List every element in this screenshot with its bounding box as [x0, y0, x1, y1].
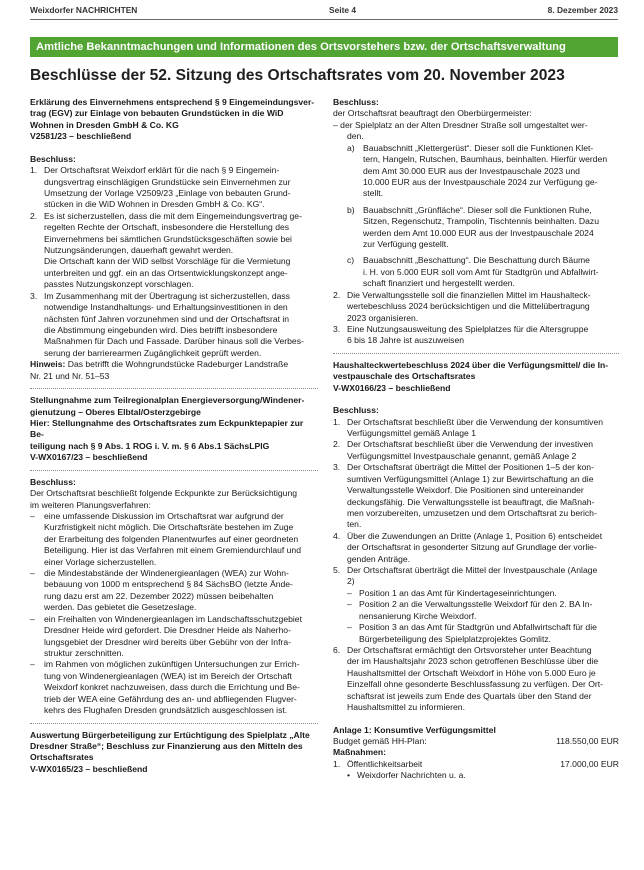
divider [30, 723, 318, 724]
item-number: 4. [333, 530, 341, 541]
item-line: Nutzungsänderungen, dauerhaft gewahrt werden. [44, 245, 234, 256]
item-line: Im Zusammenhang mit der Übertragung ist sicherzustellen, dass [44, 290, 290, 301]
resolution-title-line: Erklärung des Einvernehmens entsprechend § 9 Eingemeindungsver- [30, 97, 315, 107]
sub-item [333, 255, 619, 289]
item-line: tung von Windenergieanlagen (WEA) ist im Bereich der Ortschaft [44, 670, 292, 681]
resolution-title-line: vestpauschale des Ortschaftsrates [333, 371, 476, 382]
beschluss-label: Beschluss: [333, 97, 379, 107]
item-line: stücken in die WiD Wohnen in Dresden GmbH & Co. KG“. [44, 199, 265, 210]
list-item [30, 614, 318, 660]
item-line: Bürgerbeteiligung des Spielplatzprojektes Gomlitz. [359, 633, 552, 644]
item-line: dungsvertrag einschlägigen Grundstücke sein Einvernehmen zur [44, 176, 291, 187]
list-item [30, 568, 318, 614]
item-line: ein Freihalten von Windenergieanlagen im Landschaftsschutzgebiet [44, 613, 302, 624]
resolution-haushalt [333, 360, 619, 714]
item-dash: – [347, 622, 352, 633]
resolution-ref: V-WX0165/23 – beschließend [30, 763, 148, 774]
resolution-title-line: Wohnen in Dresden GmbH & Co. KG [30, 119, 179, 130]
resolution-ref: V-WX0167/23 – beschließend [30, 452, 148, 463]
item-line: Position 2 an die Verwaltungsstelle Weixdorf für den 2. BA In- [359, 599, 593, 610]
sub-item [333, 205, 619, 251]
beschluss-label: Beschluss: [30, 153, 76, 164]
beschluss-label: Beschluss: [333, 405, 379, 416]
divider [333, 353, 619, 354]
sub-letter: b) [347, 204, 355, 215]
item-line: Der Ortschaftsrat Weixdorf erklärt für die nach § 9 Eingemein- [44, 165, 280, 176]
measure-label-wrap [333, 759, 560, 770]
item-number: 2. [30, 210, 38, 221]
item-number: 3. [333, 324, 341, 335]
item-line: Umsetzung der Vorlage V2509/23 „Einlage von bebauten Grund- [44, 187, 291, 198]
item-line: die Mindestabstände der Windenergieanlagen (WEA) zur Wohn- [44, 568, 289, 579]
item-line: i. H. von 5.000 EUR soll vom Amt für Stadtgrün und Abfallwirt- [363, 266, 599, 277]
bullet-icon: • [347, 770, 351, 781]
item-line: unterbreiten und ggf. ein an das Ortsentwicklungskonzept ange- [44, 267, 288, 278]
list-item [333, 290, 619, 324]
item-number: 3. [333, 462, 341, 473]
item-line: 2) [347, 576, 355, 587]
item-line: ten. [347, 519, 362, 530]
item-line: nächsten fünf Jahren vorzunehmen sind und der Ortschaftsrat in [44, 313, 290, 324]
resolution-title-line: trag (EGV) zur Einlage von bebauten Grundstücken in die WiD [30, 108, 284, 119]
item-line: struktur zerschnitten. [44, 647, 124, 658]
item-line: zur Verfügung gestellt. [363, 239, 449, 250]
item-line: Über die Zuwendungen an Dritte (Anlage 1, Position 6) entscheidet [347, 530, 603, 541]
position-item [333, 622, 619, 645]
item-dash: – [30, 613, 35, 624]
page-title: Beschlüsse der 52. Sitzung des Ortschaftsrates vom 20. November 2023 [30, 67, 565, 84]
list-item [30, 211, 318, 291]
item-number: 6. [333, 644, 341, 655]
item-line: wertebeschluss 2024 berücksichtigen und die Mittelübertragung [347, 301, 590, 312]
page-number: Seite 4 [329, 4, 357, 15]
list-item [333, 462, 619, 531]
bullet-text: Weixdorfer Nachrichten u. a. [357, 770, 466, 781]
intro-line: den. [347, 131, 364, 142]
item-line: rung dazu erst am 22. Dezember 2022) müssen beibehalten [44, 590, 274, 601]
budget-value: 118.550,00 EUR [556, 735, 619, 746]
measure-bullet [333, 770, 619, 781]
item-number: 5. [333, 565, 341, 576]
divider [30, 470, 318, 471]
measure-value: 17.000,00 EUR [560, 758, 619, 769]
resolution-title-line: teiligung nach § 9 Abs. 1 ROG i. V. m. § 6 Abs.1 SächsLPlG [30, 440, 270, 451]
item-line: notwendige Instandhaltungs- und Erhaltungsinvestitionen in den [44, 302, 288, 313]
intro-line: im weiteren Planungsverfahren: [30, 499, 151, 510]
resolution-title-line: Dresdner Straße“; Beschluss zur Finanzierung aus den Mitteln des [30, 740, 303, 751]
issue-date: 8. Dezember 2023 [547, 4, 618, 15]
beschluss-label: Beschluss: [30, 476, 76, 487]
item-line: men vorzubereiten, umzusetzen und dem Ortschaftsrat zu berich- [347, 507, 597, 518]
item-line: lungsgebiet der Dresdner wird bereits über Gebühr von der Infra- [44, 636, 291, 647]
item-line: Die Verwaltungsstelle soll die finanziellen Mittel im Haushalteck- [347, 289, 591, 300]
item-line: dem Amt 30.000 EUR aus der Investpauschale 2023 und [363, 165, 580, 176]
budget-label: Budget gemäß HH-Plan: [333, 735, 427, 746]
resolution-title-line: Stellungnahme zum Teilregionalplan Energieversorgung/Windener- [30, 395, 305, 406]
item-line: schaft finanziert und hergestellt werden. [363, 278, 515, 289]
publication-name: Weixdorfer NACHRICHTEN [30, 4, 138, 15]
measure-number: 1. [333, 758, 341, 769]
anlage-title: Anlage 1: Konsumtive Verfügungsmittel [333, 724, 496, 735]
item-line: passtes Nutzungskonzept vorschlagen. [44, 279, 194, 290]
measure-label: Öffentlichkeitsarbeit [347, 758, 423, 769]
list-item [333, 645, 619, 714]
item-line: einer Vorlage sicherzustellen. [44, 556, 157, 567]
item-line: Einzelfall ohne gesonderte Beschlussfassung zu verfügen. Der Ort- [347, 679, 604, 690]
resolution-ref: V2581/23 – beschließend [30, 131, 132, 142]
measures-label: Maßnahmen: [333, 747, 386, 758]
section-banner: Amtliche Bekanntmachungen und Informationen des Ortsvorstehers bzw. der Ortschaftsverwaltung [30, 37, 618, 57]
item-dash: – [347, 599, 352, 610]
list-item [333, 324, 619, 347]
item-line: tern, Hangeln, Rutschen, Baumhaus, beinhalten. Hierfür werden [363, 154, 608, 165]
item-line: der Erarbeitung des folgenden Planentwurfes auf einer geordneten [44, 533, 299, 544]
item-number: 1. [30, 165, 38, 176]
item-dash: – [30, 510, 35, 521]
item-line: genden Anträge. [347, 553, 411, 564]
item-line: die Abstimmung eingebunden wird. Dies betrifft insbesondere [44, 325, 278, 336]
sub-item [333, 143, 619, 200]
item-line: werden dem Amt 10.000 EUR aus der Investpauschale 2024 [363, 227, 594, 238]
item-line: Position 3 an das Amt für Stadtgrün und Abfallwirtschaft für die [359, 622, 597, 633]
position-item [333, 599, 619, 622]
item-line: werden. Das gebietet die Gesetzeslage. [44, 602, 197, 613]
item-number: 3. [30, 290, 38, 301]
item-line: sumtiven Verfügungsmittel (Anlage 1) zur Bewirtschaftung an die [347, 473, 594, 484]
anlage-1 [333, 725, 619, 782]
item-line: Verfügungsmittel gemäß Anlage 1 [347, 427, 476, 438]
item-line: regelten Rechte der Ortschaft, insbesondere die Herstellung des [44, 222, 290, 233]
resolution-title-line: Haushalteckwertebeschluss 2024 über die Verfügungsmittel/ die In- [333, 359, 609, 370]
item-line: Sitzen, Regenschutz, Trampolin, Tischtennis beinhalten. Dazu [363, 216, 599, 227]
item-line: 10.000 EUR aus der Investpauschale 2024 zur Verfügung ge- [363, 176, 598, 187]
item-line: Verfügungsmittel Investpauschale genannt, gemäß Anlage 2 [347, 450, 577, 461]
resolution-spielplatz [30, 730, 318, 776]
item-line: Verwaltungsstelle Weixdorf. Die Positionen sind untereinander [347, 485, 584, 496]
divider [30, 388, 318, 389]
item-line: 6 bis 18 Jahre ist auszuweisen [347, 335, 465, 346]
item-dash: – [347, 587, 352, 598]
resolution-ref: V-WX0166/23 – beschließend [333, 382, 451, 393]
item-line: 2023 organisieren. [347, 312, 419, 323]
position-item [333, 588, 619, 599]
item-line: deckungsfähig. Die Verwaltungsstelle ist beauftragt, die Maßnah- [347, 496, 595, 507]
intro-line: Der Ortschaftsrat beschließt folgende Eckpunkte zur Berücksichtigung [30, 488, 298, 499]
item-line: Haushaltsmittel zu informieren. [347, 702, 465, 713]
item-line: serung der barrierearmen Zugänglichkeit geprüft werden. [44, 347, 262, 358]
item-line: Eine Nutzungsausweitung des Spielplatzes für die Altersgruppe [347, 324, 589, 335]
item-line: Der Ortschaftsrat ermächtigt den Ortsvorsteher unter Beachtung [347, 644, 592, 655]
hinweis-line: Nr. 21 und Nr. 51–53 [30, 370, 110, 381]
page-header [30, 2, 618, 20]
list-item [333, 565, 619, 588]
item-number: 1. [333, 416, 341, 427]
item-line: Beteiligung. Hier ist das Verfahren mit einem Gremiendurchlauf und [44, 545, 301, 556]
item-number: 2. [333, 439, 341, 450]
item-line: Es ist sicherzustellen, dass die mit dem Eingemeindungsvertrag ge- [44, 210, 302, 221]
item-line: Haushaltsmittel der Ortschaft Weixdorf in Höhe von 5.000 Euro je [347, 667, 596, 678]
hinweis-label: Hinweis: [30, 359, 66, 370]
item-dash: – [30, 659, 35, 670]
item-line: nensanierung Kirche Weixdorf. [359, 610, 477, 621]
item-line: trieb der WEA eine Gefährdung des an- und abfliegenden Flugver- [44, 693, 297, 704]
item-line: schaftsrat ist jeweils zum Ende des Quartals über den Stand der [347, 690, 592, 701]
list-item [30, 165, 318, 211]
item-line: Die Ortschaft kann der WiD selbst Vorschläge für die Vermietung [44, 256, 291, 267]
item-line: Der Ortschaftsrat überträgt die Mittel der Positionen 1–5 der kon- [347, 462, 594, 473]
list-item [30, 659, 318, 716]
resolution-einvernehmen [30, 97, 318, 382]
list-item [333, 417, 619, 440]
item-line: Position 1 an das Amt für Kindertageseinrichtungen. [359, 587, 557, 598]
resolution-title-line: Auswertung Bürgerbeteiligung zur Ertüchtigung des Spielplatz „Alte [30, 729, 310, 740]
list-item [30, 511, 318, 568]
budget-row [333, 736, 619, 747]
sub-letter: a) [347, 142, 355, 153]
left-column [30, 97, 318, 775]
list-item [333, 531, 619, 565]
item-line: im Rahmen von möglichen zukünftigen Untersuchungen zur Errich- [44, 659, 300, 670]
item-line: eine umfassende Diskussion im Ortschaftsrat war aufgrund der [44, 510, 284, 521]
resolution-title-line: Hier: Stellungnahme des Ortschaftsrates zum Eckpunktepapier zur Be- [30, 417, 304, 440]
resolution-windenergie [30, 395, 318, 716]
item-line: der im Haushaltsjahr 2023 schon getroffenen Beschlüsse über die [347, 656, 599, 667]
item-dash: – [30, 568, 35, 579]
item-line: Kurzfristigkeit nicht möglich. Die Ortschaftsräte bestehen im Zuge [44, 522, 294, 533]
item-line: kehrs des Flughafen Dresden grundsätzlich ausgeschlossen ist. [44, 705, 288, 716]
hinweis-text: Das betrifft die Wohngrundstücke Radeburger Landstraße [65, 359, 289, 370]
intro-line: – der Spielplatz an der Alten Dresdner Straße soll umgestaltet wer- [333, 119, 588, 130]
list-item [30, 291, 318, 360]
item-line: Maßnahmen für Dach und Fassade. Darüber hinaus soll die Verbes- [44, 336, 304, 347]
hinweis [30, 359, 318, 370]
item-line: bebauung von 1000 m entsprechend § 84 SächsBO (letzte Ände- [44, 579, 293, 590]
item-line: Der Ortschaftsrat beschließt über die Verwendung der investiven [347, 439, 593, 450]
item-line: stellt. [363, 188, 384, 199]
item-line: Der Ortschaftsrat überträgt die Mittel der Investpauschale (Anlage [347, 565, 598, 576]
resolution-spielplatz-continued [333, 97, 619, 347]
item-line: Bauabschnitt „Grünfläche“. Dieser soll die Funktionen Ruhe, [363, 204, 592, 215]
list-item [333, 439, 619, 462]
resolution-title-line: gienutzung – Oberes Elbtal/Osterzgebirge [30, 406, 201, 417]
item-line: Der Ortschaftsrat beschließt über die Verwendung der konsumtiven [347, 416, 604, 427]
item-line: Einvernehmens bei sämtlichen Grundstücksgeschäften sowie bei [44, 233, 292, 244]
item-line: Bauabschnitt „Beschattung“. Die Beschattung durch Bäume [363, 255, 590, 266]
item-line: Dresdner Heide wird gefordert. Die Dresdner Heide als Naherho- [44, 625, 291, 636]
resolution-title-line: Ortschaftsrates [30, 752, 94, 763]
item-line: der Ortschaftsrat in gesonderter Sitzung auf Grundlage der vorlie- [347, 542, 597, 553]
item-line: Bauabschnitt „Klettergerüst“. Dieser soll die Funktionen Klet- [363, 142, 594, 153]
measure-row [333, 759, 619, 770]
right-column [333, 97, 619, 782]
sub-letter: c) [347, 255, 355, 266]
item-line: Weixdorf konkret nachzuweisen, dass durch die Errichtung und Be- [44, 682, 300, 693]
intro-line: der Ortschaftsrat beauftragt den Oberbürgermeister: [333, 108, 532, 119]
item-number: 2. [333, 289, 341, 300]
